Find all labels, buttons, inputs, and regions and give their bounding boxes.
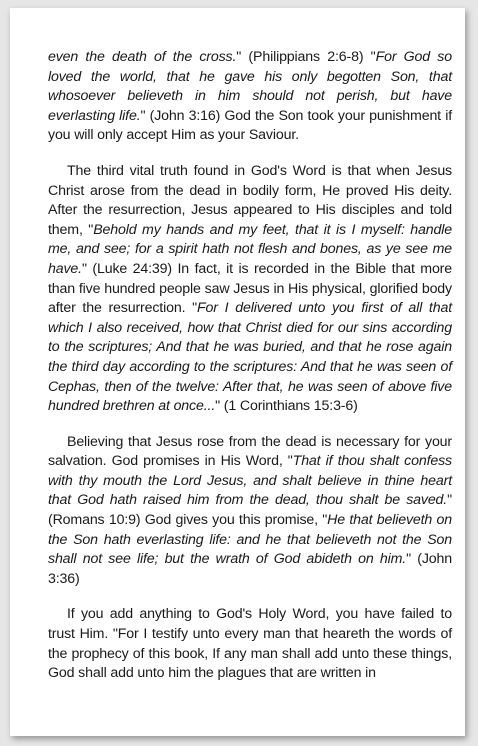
scripture-quote: even the death of the cross. <box>48 49 237 65</box>
scripture-quote: He that believeth on the Son hath everlasting life: and he that believeth not the Son shall not see life; but the wrath of God abideth on him. <box>48 512 452 568</box>
scripture-quote: For God so loved the world, that he gave his only begotten Son, that whosoever believeth in him should not perish, but have everlasting life. <box>48 49 452 124</box>
book-page <box>10 8 465 736</box>
paragraph-2 <box>48 162 452 417</box>
plain-text: " (Romans 10:9) God gives you this promise, " <box>48 492 452 529</box>
page-body-text <box>48 48 452 700</box>
plain-text: " (John 3:16) God the Son took your punishment if you will only accept Him as your Saviour. <box>48 107 452 144</box>
paragraph-3 <box>48 433 452 590</box>
plain-text: If you add anything to God's Holy Word, you have failed to trust Him. "For I testify unto every man that heareth the words of the prophecy of this book, If any man shall add unto these things, God shall add unto him the plagues that are written in <box>48 606 452 682</box>
plain-text: " (John 3:36) <box>48 551 452 587</box>
plain-text: " (1 Corinthians 15:3-6) <box>215 398 358 415</box>
plain-text: " (Luke 24:39) In fact, it is recorded in the Bible that more than five hundred people saw Jesus in His physical, glorified body after the resurrection. " <box>48 260 452 317</box>
plain-text: Believing that Jesus rose from the dead is necessary for your salvation. God promises in His Word, " <box>48 433 452 470</box>
paragraph-4 <box>48 605 452 683</box>
paragraph-1 <box>48 48 452 146</box>
scripture-quote: Behold my hands and my feet, that it is I myself: handle me, and see; for a spirit hath not flesh and bones, as ye see me have. <box>48 221 452 277</box>
plain-text: The third vital truth found in God's Word is that when Jesus Christ arose from the dead in bodily form, He proved His deity. After the resurrection, Jesus appeared to His disciples and told them, " <box>48 162 452 238</box>
scripture-quote: For I delivered unto you first of all that which I also received, how that Christ died for our sins according to the scriptures; And that he was buried, and that he rose again the third day according to the scriptures: And that he was seen of Cephas, then of the twelve: After that, he was seen of above five hundred brethren at once... <box>48 300 452 415</box>
scripture-quote: That if thou shalt confess with thy mouth the Lord Jesus, and shalt believe in thine heart that God hath raised him from the dead, thou shalt be saved. <box>48 453 452 509</box>
plain-text: " (Philippians 2:6-8) " <box>236 49 376 65</box>
